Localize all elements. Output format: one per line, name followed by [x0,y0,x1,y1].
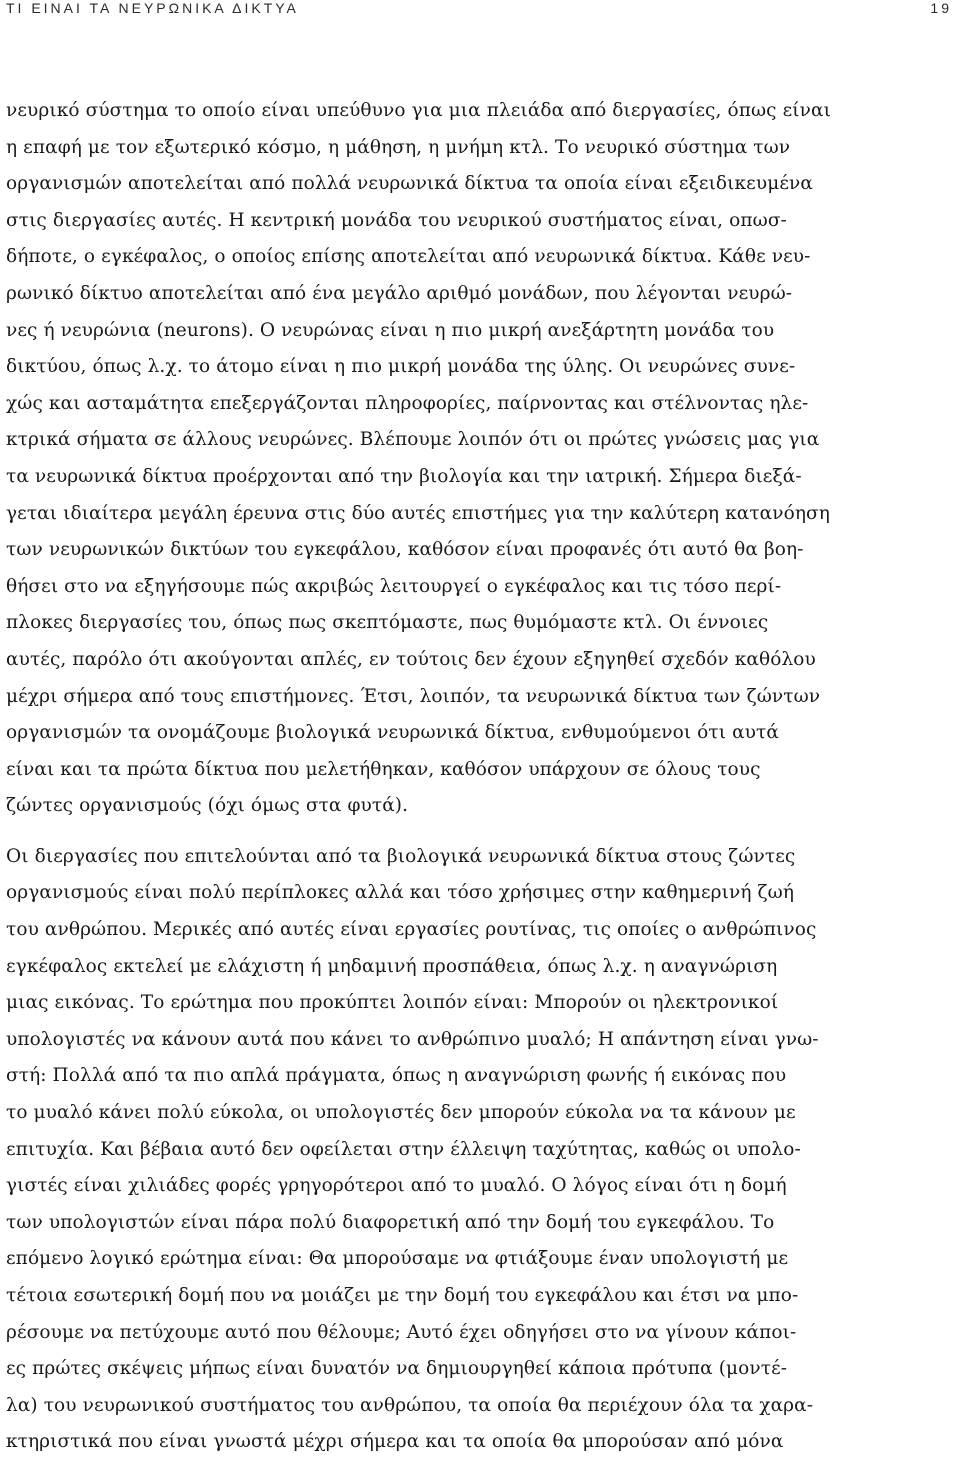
running-header [6,0,952,20]
text-line: μιας εικόνας. Το ερώτημα που προκύπτει λοιπόν είναι: Μπορούν οι ηλεκτρονικοί [6,992,779,1014]
text-line: γεται ιδιαίτερα μεγάλη έρευνα στις δύο αυτές επιστήμες για την καλύτερη κατανόηση [6,502,830,524]
text-line: δικτύου, όπως λ.χ. το άτομο είναι η πιο μικρή μονάδα της ύλης. Οι νευρώνες συνε- [6,356,796,378]
text-line: ρωνικό δίκτυο αποτελείται από ένα μεγάλο αριθμό μονάδων, που λέγονται νευρώ- [6,282,793,304]
text-line: αυτές, παρόλο ότι ακούγονται απλές, εν τούτοις δεν έχουν εξηγηθεί σχεδόν καθόλου [6,648,816,670]
text-line: δήποτε, ο εγκέφαλος, ο οποίος επίσης αποτελείται από νευρωνικά δίκτυα. Κάθε νευ- [6,246,811,268]
text-line: των υπολογιστών είναι πάρα πολύ διαφορετική από την δομή του εγκεφάλου. Το [6,1211,775,1233]
text-line: νες ή νευρώνια (neurons). Ο νευρώνας είναι η πιο μικρή ανεξάρτητη μονάδα του [6,319,775,341]
text-line: οργανισμών αποτελείται από πολλά νευρωνικά δίκτυα τα οποία είναι εξειδικευμένα [6,173,813,195]
text-line: οργανισμούς είναι πολύ περίπλοκες αλλά και τόσο χρήσιμες στην καθημερινή ζωή [6,882,795,904]
paragraph-spacer [6,825,954,839]
text-line: του ανθρώπου. Μερικές από αυτές είναι εργασίες ρουτίνας, τις οποίες ο ανθρώπινος [6,919,817,941]
text-line: η επαφή με τον εξωτερικό κόσμο, η μάθηση, η μνήμη κτλ. Το νευρικό σύστημα των [6,136,791,158]
text-line: ες πρώτες σκέψεις μήπως είναι δυνατόν να δημιουργηθεί κάποια πρότυπα (μοντέ- [6,1358,788,1380]
text-line: οργανισμών τα ονομάζουμε βιολογικά νευρωνικά δίκτυα, ενθυμούμενοι ότι αυτά [6,722,779,744]
text-line: κτηριστικά που είναι γνωστά μέχρι σήμερα και τα οποία θα μπορούσαν από μόνα [6,1431,784,1453]
text-line: ζώντες οργανισμούς (όχι όμως στα φυτά). [6,795,409,817]
paragraph-1 [6,93,954,825]
text-line: γιστές είναι χιλιάδες φορές γρηγορότεροι από το μυαλό. Ο λόγος είναι ότι η δομή [6,1175,787,1197]
text-line: τέτοια εσωτερική δομή που να μοιάζει με την δομή του εγκεφάλου και έτσι να μπο- [6,1285,799,1306]
text-line: το μυαλό κάνει πολύ εύκολα, οι υπολογιστές δεν μπορούν εύκολα να τα κάνουν με [6,1102,796,1124]
text-line: μέχρι σήμερα από τους επιστήμονες. Έτσι, λοιπόν, τα νευρωνικά δίκτυα των ζώντων [6,685,821,707]
text-line: είναι και τα πρώτα δίκτυα που μελετήθηκαν, καθόσον υπάρχουν σε όλους τους [6,758,761,780]
paragraph-2 [6,839,954,1461]
text-line: λα) του νευρωνικού συστήματος του ανθρώπου, τα οποία θα περιέχουν όλα τα χαρα- [6,1394,814,1416]
text-line: στή: Πολλά από τα πιο απλά πράγματα, όπως η αναγνώριση φωνής ή εικόνας που [6,1065,787,1087]
text-line: θήσει στο να εξηγήσουμε πώς ακριβώς λειτουργεί ο εγκέφαλος και τις τόσο περί- [6,575,782,597]
text-line: υπολογιστές να κάνουν αυτά που κάνει το ανθρώπινο μυαλό; Η απάντηση είναι γνω- [6,1028,819,1050]
text-line: των νευρωνικών δικτύων του εγκεφάλου, καθόσον είναι προφανές ότι αυτό θα βοη- [6,539,804,561]
text-line: πλοκες διεργασίες του, όπως πως σκεπτόμαστε, πως θυμόμαστε κτλ. Οι έννοιες [6,612,769,634]
text-line: στις διεργασίες αυτές. Η κεντρική μονάδα του νευρικού συστήματος είναι, οπωσ- [6,209,787,231]
text-line: χώς και ασταμάτητα επεξεργάζονται πληροφορίες, παίρνοντας και στέλνοντας ηλε- [6,392,809,414]
text-line: εγκέφαλος εκτελεί με ελάχιστη ή μηδαμινή προσπάθεια, όπως λ.χ. η αναγνώριση [6,955,778,977]
page-number: 19 [930,0,952,16]
text-line: επόμενο λογικό ερώτημα είναι: Θα μπορούσαμε να φτιάξουμε έναν υπολογιστή με [6,1248,789,1270]
text-line: νευρικό σύστημα το οποίο είναι υπεύθυνο για μια πλειάδα από διεργασίες, όπως είναι [6,100,831,121]
body-text [6,93,954,1461]
text-line: κτρικά σήματα σε άλλους νευρώνες. Βλέπουμε λοιπόν ότι οι πρώτες γνώσεις μας για [6,429,820,451]
text-line: επιτυχία. Και βέβαια αυτό δεν οφείλεται στην έλλειψη ταχύτητας, καθώς οι υπολο- [6,1138,801,1160]
chapter-title: ΤΙ ΕΙΝΑΙ ΤΑ ΝΕΥΡΩΝΙΚΑ ΔΙΚΤΥΑ [6,0,299,16]
text-line: ρέσουμε να πετύχουμε αυτό που θέλουμε; Αυτό έχει οδηγήσει στο να γίνουν κάποι- [6,1321,797,1343]
text-line: τα νευρωνικά δίκτυα προέρχονται από την βιολογία και την ιατρική. Σήμερα διεξά- [6,465,802,487]
text-line: Οι διεργασίες που επιτελούνται από τα βιολογικά νευρωνικά δίκτυα στους ζώντες [6,845,796,867]
